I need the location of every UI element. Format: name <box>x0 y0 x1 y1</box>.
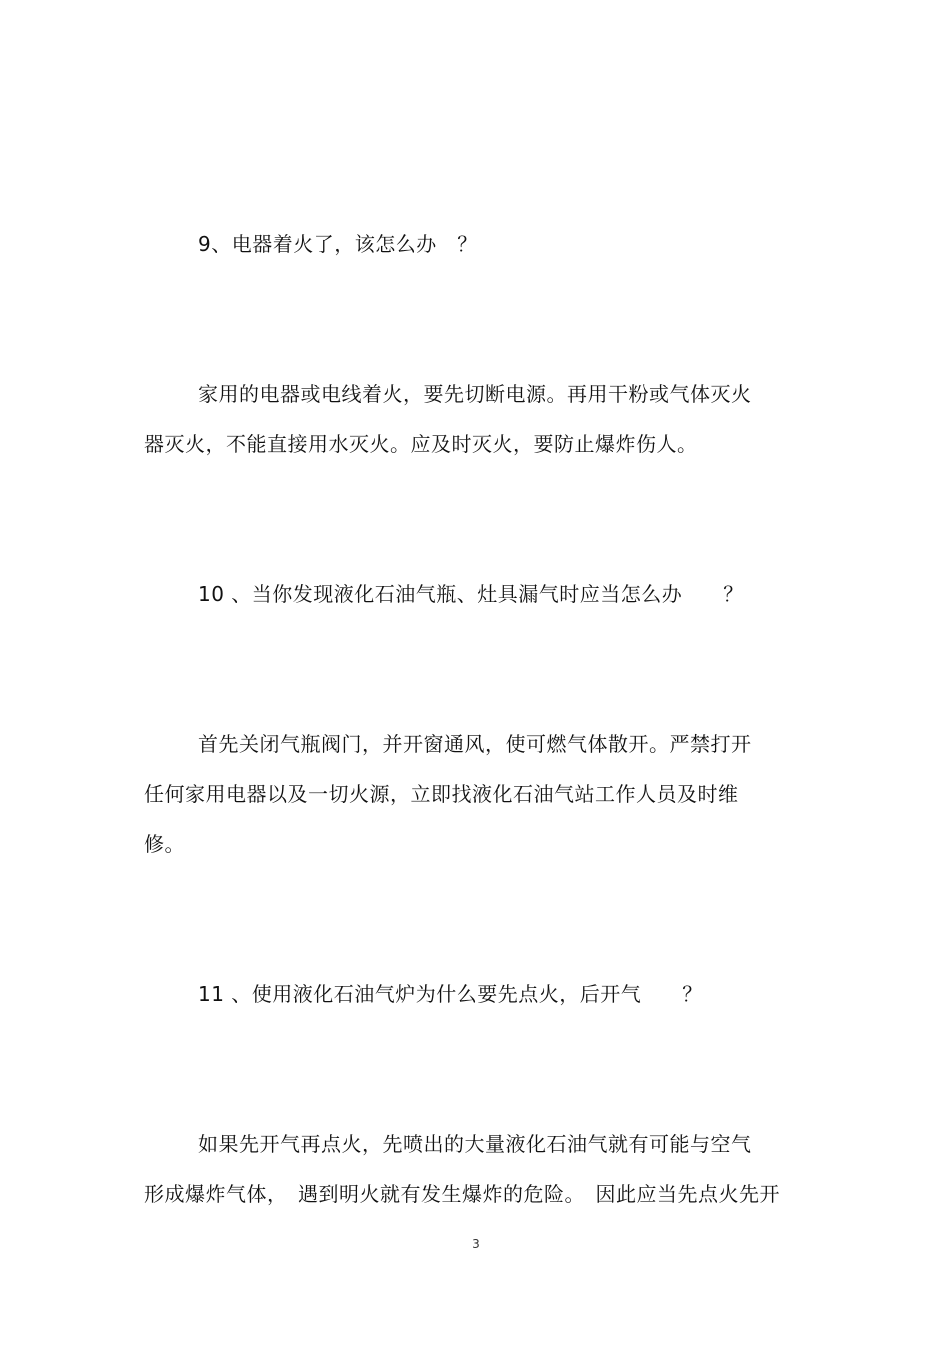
answer-11-line-2: 形成爆炸气体， 遇到明火就有发生爆炸的危险。 因此应当先点火先开 <box>144 1182 780 1206</box>
answer-9-line-2: 器灭火，不能直接用水灭火。应及时灭火，要防止爆炸伤人。 <box>144 432 698 456</box>
answer-10-line-3: 修。 <box>144 832 185 856</box>
answer-11-line-1: 如果先开气再点火，先喷出的大量液化石油气就有可能与空气 <box>198 1132 752 1156</box>
question-9: 9、电器着火了，该怎么办 ？ <box>198 232 478 256</box>
question-11: 11 、使用液化石油气炉为什么要先点火，后开气 ？ <box>198 982 703 1006</box>
answer-10-line-1: 首先关闭气瓶阀门，并开窗通风，使可燃气体散开。严禁打开 <box>198 732 752 756</box>
answer-9-line-1: 家用的电器或电线着火，要先切断电源。再用干粉或气体灭火 <box>198 382 752 406</box>
page-number: 3 <box>472 1237 480 1251</box>
question-10: 10 、当你发现液化石油气瓶、灶具漏气时应当怎么办 ？ <box>198 582 744 606</box>
answer-10-line-2: 任何家用电器以及一切火源，立即找液化石油气站工作人员及时维 <box>144 782 739 806</box>
